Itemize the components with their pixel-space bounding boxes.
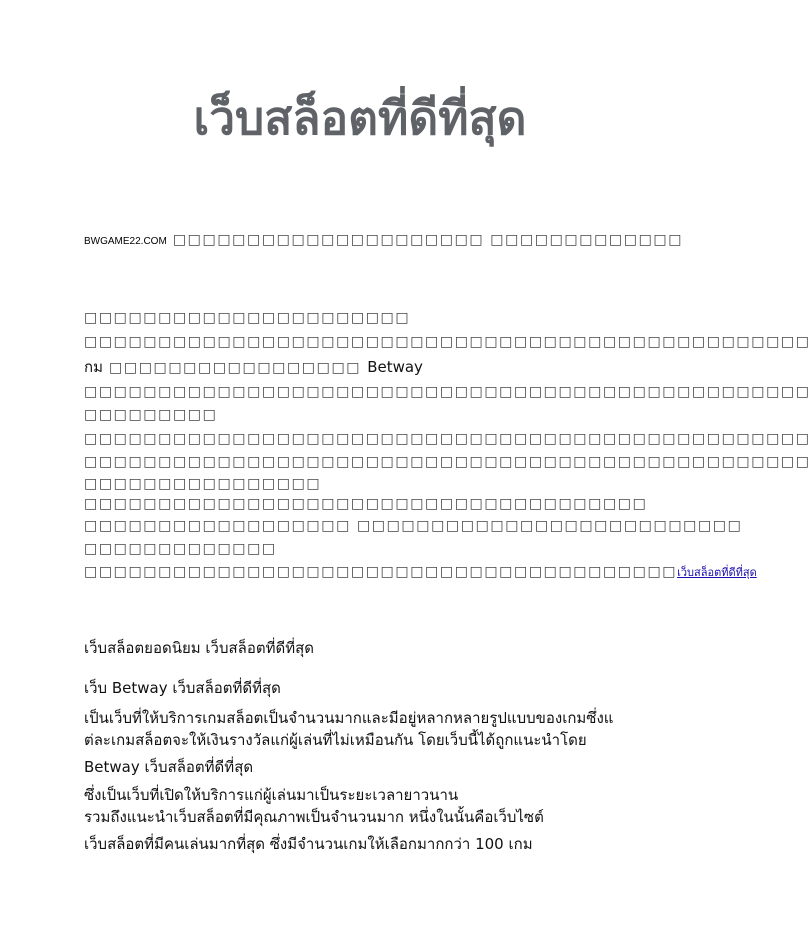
intro-line (84, 230, 683, 252)
body-line-9: □□□□□□□□□□□□□□□□□□□□□□□□□□□□□□□□□□□□□□ (84, 496, 648, 512)
body-line-8: □□□□□□□□□□□□□□□□ (84, 476, 322, 492)
body-line-5: □□□□□□□□□ (84, 407, 218, 423)
paragraph-line: ซึ่งเป็นเว็บที่เปิดให้บริการแก่ผู้เล่นมาเป็นระยะเวลายาวนาน (84, 786, 459, 804)
body-line-12 (84, 562, 757, 583)
body-line-10: □□□□□□□□□□□□□□□□□□ □□□□□□□□□□□□□□□□□□□□□□□□□□ (84, 518, 743, 534)
body-line-3 (84, 357, 423, 378)
paragraph-line: เป็นเว็บที่ให้บริการเกมสล็อตเป็นจำนวนมากและมีอยู่หลากหลายรูปแบบของเกมซึ่งแ (84, 709, 614, 727)
body-line-2: □□□□□□□□□□□□□□□□□□□□□□□□□□□□□□□□□□□□□□□□□□□□□□□□□ (84, 334, 811, 350)
paragraph-line: เว็บสล็อตที่มีคนเล่นมากที่สุด ซึ่งมีจำนวนเกมให้เลือกมากกว่า 100 เกม (84, 835, 533, 853)
body-line-7: □□□□□□□□□□□□□□□□□□□□□□□□□□□□□□□□□□□□□□□□□□□□□□□□□ (84, 454, 811, 470)
body-line-6: □□□□□□□□□□□□□□□□□□□□□□□□□□□□□□□□□□□□□□□□□□□□□□□□□ (84, 431, 811, 447)
thai-fragment: กม (84, 358, 103, 376)
page-title: เว็บสล็อตที่ดีที่สุด (193, 91, 527, 145)
section-heading: เว็บสล็อตยอดนิยม เว็บสล็อตที่ดีที่สุด (84, 639, 314, 657)
paragraph-line: รวมถึงแนะนำเว็บสล็อตที่มีคุณภาพเป็นจำนวนมาก หนึ่งในนั้นคือเว็บไซต์ (84, 808, 544, 826)
site-name: BWGAME22.COM (84, 236, 167, 247)
body-line-4: □□□□□□□□□□□□□□□□□□□□□□□□□□□□□□□□□□□□□□□□□□□□□□□□□ (84, 384, 811, 400)
missing-glyph-text: □□□□□□□□□□□□□□□□□□□□□□□□□□□□□□□□□□□□□□□□ (84, 564, 678, 580)
paragraph-line: Betway เว็บสล็อตที่ดีที่สุด (84, 758, 254, 776)
body-line-11: □□□□□□□□□□□□□ (84, 541, 277, 557)
paragraph-heading: เว็บ Betway เว็บสล็อตที่ดีที่สุด (84, 679, 281, 697)
paragraph-line: ต่ละเกมสล็อตจะให้เงินรางวัลแก่ผู้เล่นที่ไม่เหมือนกัน โดยเว็บนี้ได้ถูกแนะนำโดย (84, 731, 587, 749)
anchor-link[interactable]: เว็บสล็อตที่ดีที่สุด (677, 566, 757, 579)
body-line-1: □□□□□□□□□□□□□□□□□□□□□□ (84, 310, 411, 326)
missing-glyph-text: □□□□□□□□□□□□□□□□□ (109, 360, 362, 376)
brand-text: Betway (367, 358, 423, 376)
missing-glyph-text: □□□□□□□□□□□□□□□□□□□□□ □□□□□□□□□□□□□ (172, 232, 684, 248)
